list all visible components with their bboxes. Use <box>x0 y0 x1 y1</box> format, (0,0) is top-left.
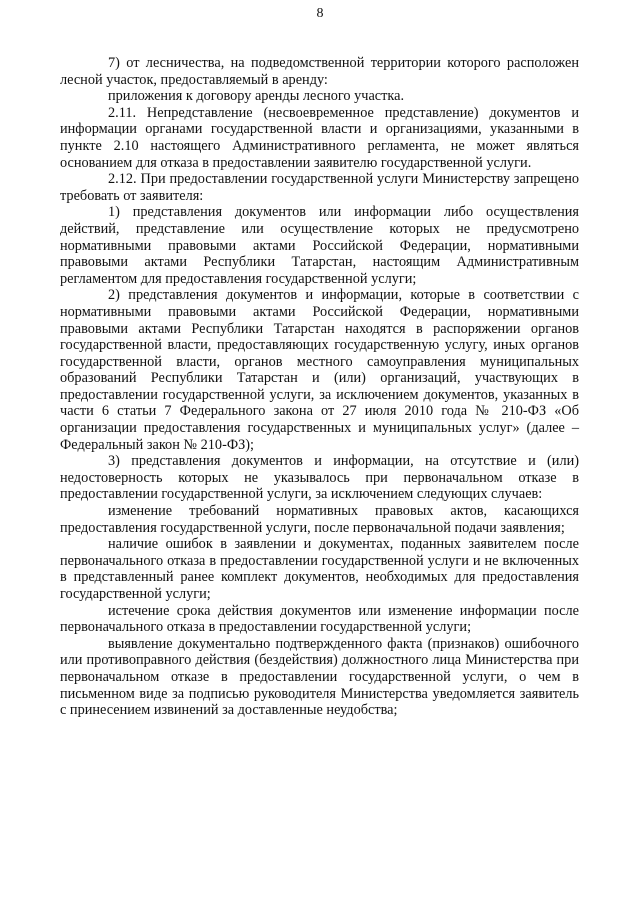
paragraph-2-11: 2.11. Непредставление (несвоевременное представление) документов и информации органами государственной власти и организациями, указанными в пункте 2.10 настоящего Административного регламента, не может являться основанием для отказа в предоставлении заявителю государственной услуги. <box>60 104 579 171</box>
paragraph-2-12-item-2: 2) представления документов и информации, которые в соответствии с нормативными правовыми актами Российской Федерации, нормативными правовыми актами Республики Татарстан находятся в распоряжении органов государственной власти, предоставляющих государственную услугу, иных органов государственной власти, органов местного самоуправления муниципальных образований Республики Татарстан и (или) организаций, участвующих в предоставлении государственной услуги, за исключением документов, указанных в части 6 статьи 7 Федерального закона от 27 июля 2010 года № 210-ФЗ «Об организации предоставления государственных и муниципальных услуг» (далее – Федеральный закон № 210-ФЗ); <box>60 287 579 453</box>
paragraph-exception-requirements-change: изменение требований нормативных правовых актов, касающихся предоставления государственной услуги, после первоначальной подачи заявления; <box>60 503 579 536</box>
paragraph-lease-appendix: приложения к договору аренды лесного участка. <box>108 88 405 105</box>
paragraph-exception-errors: наличие ошибок в заявлении и документах, поданных заявителем после первоначального отказа в предоставлении государственной услуги и не включенных в представленный ранее комплект документов, необходимых для предоставления государственной услуги; <box>60 536 579 602</box>
paragraph-exception-erroneous-action: выявление документально подтвержденного факта (признаков) ошибочного или противоправного действия (бездействия) должностного лица Министерства при первоначальном отказе в предоставлении государственной услуги, о чем в письменном виде за подписью руководителя Министерства уведомляется заявитель с принесением извинений за доставленные неудобства; <box>60 635 579 719</box>
paragraph-2-12-item-1: 1) представления документов или информации либо осуществления действий, представление или осуществление которых не предусмотрено нормативными правовыми актами Российской Федерации, нормативными правовыми актами Республики Татарстан, настоящим Административным регламентом для предоставления государственной услуги; <box>60 204 579 287</box>
document-body <box>60 55 579 719</box>
page-number: 8 <box>316 6 324 21</box>
paragraph-exception-expiry: истечение срока действия документов или изменение информации после первоначального отказа в предоставлении государственной услуги; <box>60 602 579 636</box>
paragraph-2-12-item-3: 3) представления документов и информации, на отсутствие и (или) недостоверность которых не указывалось при первоначальном отказе в предоставлении государственной услуги, за исключением следующих случаев: <box>60 453 579 503</box>
paragraph-2-12: 2.12. При предоставлении государственной услуги Министерству запрещено требовать от заявителя: <box>60 171 579 204</box>
paragraph-item-7-forestry: 7) от лесничества, на подведомственной территории которого расположен лесной участок, предоставляемый в аренду: <box>60 55 579 88</box>
